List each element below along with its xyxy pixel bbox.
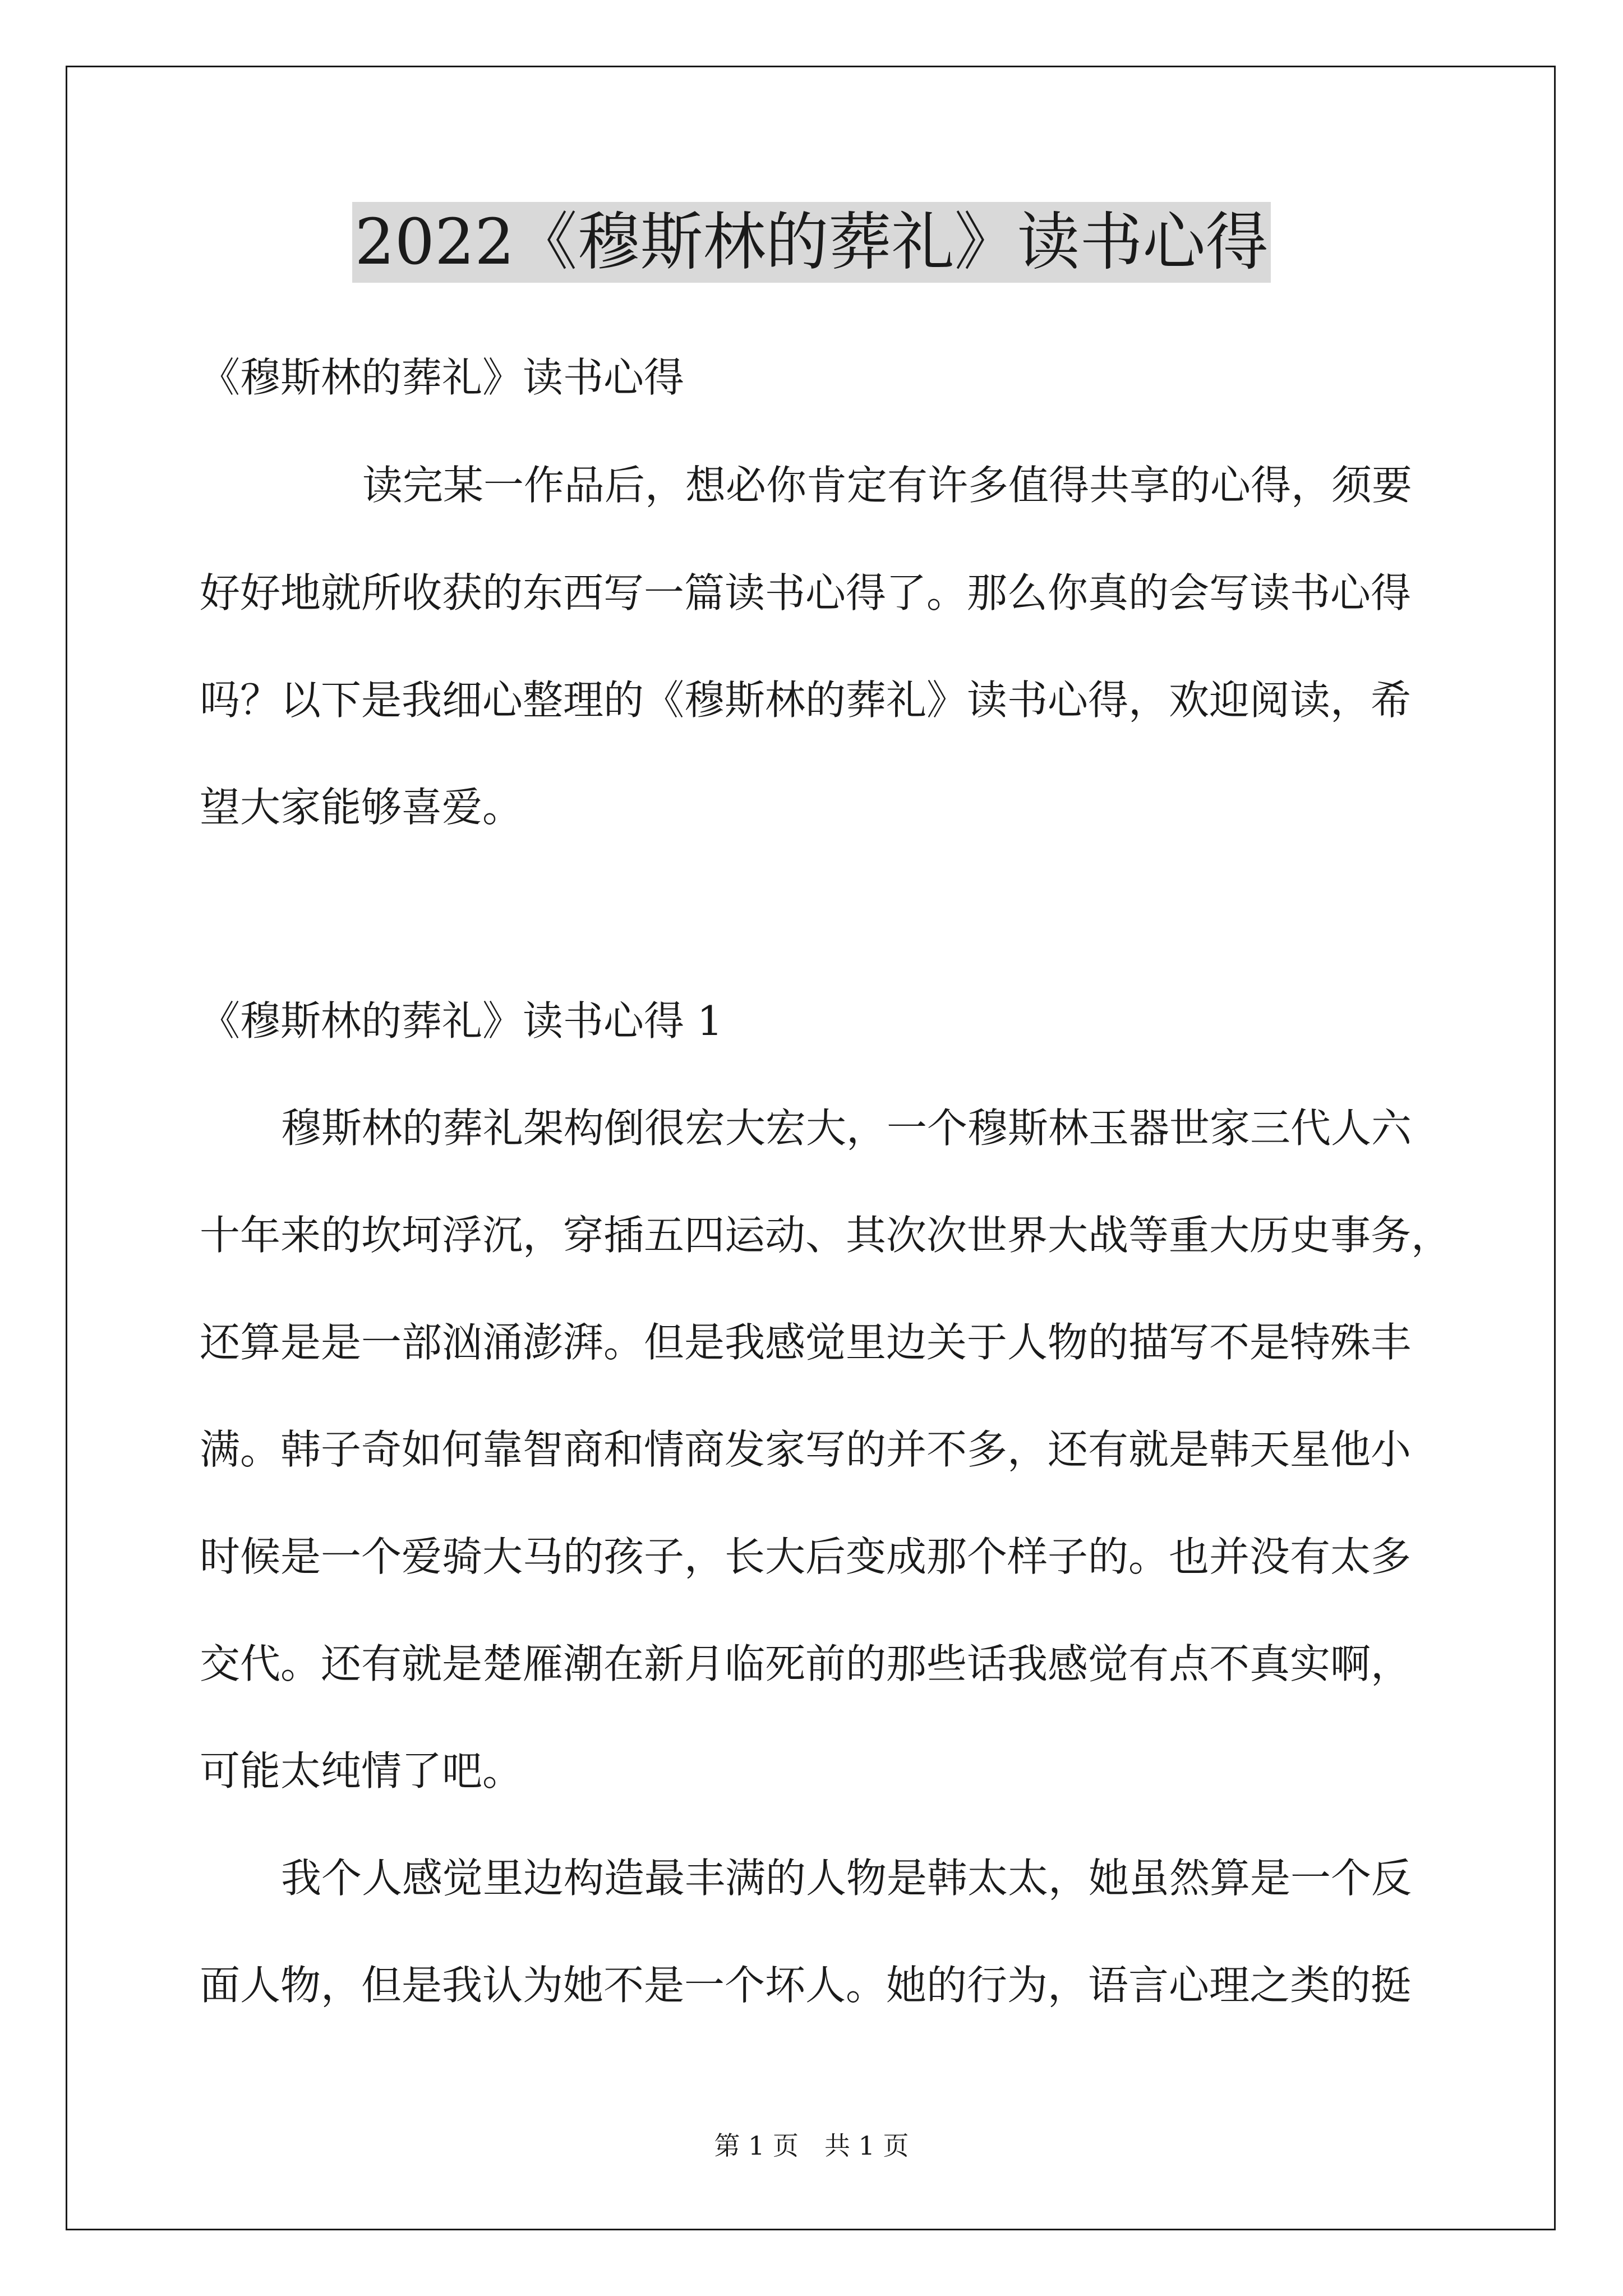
paragraph1-line-2: 十年来的坎坷浮沉，穿插五四运动、其次次世界大战等重大历史事务， <box>200 1212 1452 1259</box>
document-subtitle: 《穆斯林的葬礼》读书心得 <box>200 354 685 401</box>
page-number: 第 1 页 共 1 页 <box>714 2131 909 2161</box>
paragraph1-line-4: 满。韩子奇如何靠智商和情商发家写的并不多，还有就是韩天星他小 <box>200 1426 1412 1473</box>
section-heading: 《穆斯林的葬礼》读书心得 1 <box>200 997 723 1045</box>
paragraph2-line-1: 我个人感觉里边构造最丰满的人物是韩太太，她虽然算是一个反 <box>281 1855 1412 1902</box>
paragraph1-line-1: 穆斯林的葬礼架构倒很宏大宏大，一个穆斯林玉器世家三代人六 <box>281 1105 1412 1152</box>
intro-line-4: 望大家能够喜爱。 <box>200 784 523 831</box>
paragraph1-line-3: 还算是是一部汹涌澎湃。但是我感觉里边关于人物的描写不是特殊丰 <box>200 1319 1412 1366</box>
paragraph1-line-5: 时候是一个爱骑大马的孩子，长大后变成那个样子的。也并没有太多 <box>200 1533 1412 1580</box>
document-title: 2022《穆斯林的葬礼》读书心得 <box>352 202 1270 283</box>
intro-line-1: 读完某一作品后，想必你肯定有许多值得共享的心得，须要 <box>362 462 1413 509</box>
intro-line-2: 好好地就所收获的东西写一篇读书心得了。那么你真的会写读书心得 <box>200 569 1412 616</box>
paragraph1-line-6: 交代。还有就是楚雁潮在新月临死前的那些话我感觉有点不真实啊， <box>200 1640 1412 1687</box>
paragraph1-line-7: 可能太纯情了吧。 <box>200 1747 523 1795</box>
intro-line-3: 吗？以下是我细心整理的《穆斯林的葬礼》读书心得，欢迎阅读，希 <box>200 677 1412 724</box>
title-block <box>0 202 1623 283</box>
paragraph2-line-2: 面人物，但是我认为她不是一个坏人。她的行为，语言心理之类的挺 <box>200 1962 1412 2009</box>
